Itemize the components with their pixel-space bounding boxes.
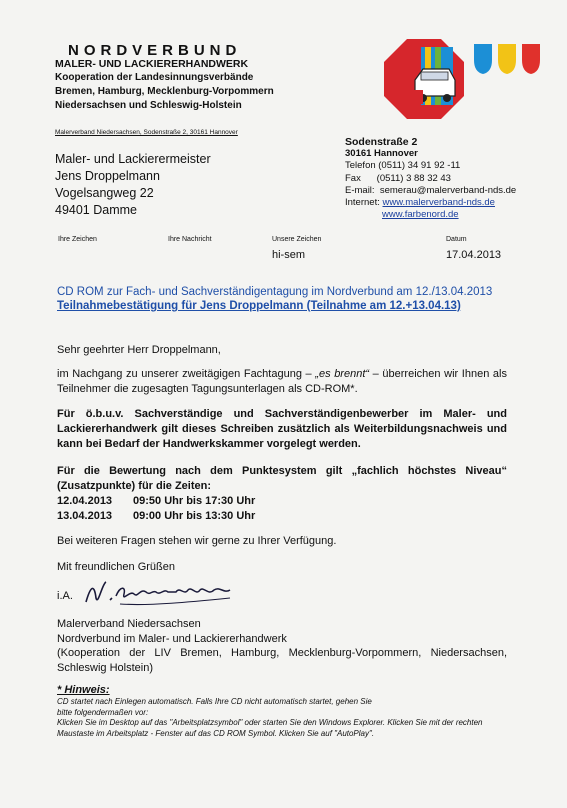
date-row bbox=[57, 509, 255, 524]
salutation: Sehr geehrter Herr Droppelmann, bbox=[57, 344, 221, 356]
contact-street: Sodenstraße 2 bbox=[345, 136, 418, 148]
org-name: NORDVERBUND bbox=[68, 42, 242, 59]
hinweis-line: Klicken Sie im Desktop auf das "Arbeitsplatzsymbol" oder starten Sie den Windows Explorer. Klicken Sie mit der rechten Maustaste im Arbeitsplatz - Fenster auf das CD ROM Symbol. Klicken Sie auf "AutoPlay". bbox=[57, 718, 483, 738]
unsere-zeichen-value: hi-sem bbox=[272, 249, 306, 261]
recipient-line: Jens Droppelmann bbox=[55, 169, 160, 183]
recipient-line: 49401 Damme bbox=[55, 203, 137, 217]
paragraph-3: Für die Bewertung nach dem Punktesystem gilt „fachlich höchstes Niveau“ (Zusatzpunkte) für die Zeiten: bbox=[57, 465, 507, 492]
date-row bbox=[57, 494, 255, 509]
org-subtitle: MALER- UND LACKIERERHANDWERK bbox=[55, 58, 249, 70]
unsere-zeichen-label: Unsere Zeichen bbox=[272, 236, 322, 243]
p1-a: im Nachgang zu unserer zweitägigen Fachtagung – bbox=[57, 368, 316, 380]
date: 12.04.2013 bbox=[57, 495, 113, 507]
recipient-line: Maler- und Lackierermeister bbox=[55, 152, 211, 166]
web-link-1[interactable]: www.malerverband-nds.de bbox=[382, 197, 495, 209]
dates-list bbox=[57, 494, 255, 524]
contact-city: 30161 Hannover bbox=[345, 148, 418, 160]
date: 13.04.2013 bbox=[57, 510, 113, 522]
return-address: Malerverband Niedersachsen, Sodenstraße 2, 30161 Hannover bbox=[55, 129, 238, 136]
org-line-2: Bremen, Hamburg, Mecklenburg-Vorpommern bbox=[55, 86, 274, 97]
internet-label: Internet: bbox=[345, 197, 380, 209]
hinweis-line: bitte folgendermaßen vor: bbox=[57, 707, 149, 717]
paragraph-1 bbox=[57, 367, 507, 397]
org-line-1: Kooperation der Landesinnungsverbände bbox=[55, 72, 254, 83]
signature bbox=[80, 576, 240, 610]
subject-line-1: CD ROM zur Fach- und Sachverständigentagung im Nordverbund am 12./13.04.2013 bbox=[57, 286, 493, 298]
sender-block bbox=[57, 617, 507, 675]
time: 09:50 Uhr bis 17:30 Uhr bbox=[133, 495, 256, 507]
datum-value: 17.04.2013 bbox=[446, 249, 502, 261]
contact-email: E-mail: semerau@malerverband-nds.de bbox=[345, 184, 517, 196]
hinweis-title: * Hinweis: bbox=[57, 684, 110, 696]
contact-block bbox=[345, 136, 516, 221]
org-line-3: Niedersachsen und Schleswig-Holstein bbox=[55, 100, 242, 111]
nordverbund-logo bbox=[383, 38, 465, 120]
sender-line: (Kooperation der LIV Bremen, Hamburg, Mecklenburg-Vorpommern, Niedersachsen, Schleswig Holstein) bbox=[57, 647, 507, 674]
shields-icon bbox=[472, 42, 544, 76]
hinweis-text bbox=[57, 697, 517, 739]
paragraph-4: Bei weiteren Fragen stehen wir gerne zu Ihrer Verfügung. bbox=[57, 535, 337, 547]
sender-line: Nordverbund im Maler- und Lackiererhandwerk bbox=[57, 632, 287, 645]
ihre-zeichen-label: Ihre Zeichen bbox=[58, 236, 97, 243]
subject-line-2: Teilnahmebestätigung für Jens Droppelmann (Teilnahme am 12.+13.04.13) bbox=[57, 300, 461, 312]
time: 09:00 Uhr bis 13:30 Uhr bbox=[133, 510, 256, 522]
recipient-line: Vogelsangweg 22 bbox=[55, 186, 154, 200]
web-link-2[interactable]: www.farbenord.de bbox=[382, 209, 459, 221]
datum-label: Datum bbox=[446, 236, 467, 243]
signature-prefix: i.A. bbox=[57, 590, 73, 602]
ihre-nachricht-label: Ihre Nachricht bbox=[168, 236, 212, 243]
closing: Mit freundlichen Grüßen bbox=[57, 561, 175, 573]
hinweis-line: CD startet nach Einlegen automatisch. Falls Ihre CD nicht automatisch startet, gehen Sie bbox=[57, 697, 372, 706]
contact-fax: Fax (0511) 3 88 32 43 bbox=[345, 172, 451, 184]
contact-phone: Telefon (0511) 34 91 92 -11 bbox=[345, 160, 461, 172]
p1-b: – überreichen wir Ihnen als Teilnehmer die zugesagten Tagungsunterlagen als CD-ROM*. bbox=[57, 368, 507, 395]
sender-line: Malerverband Niedersachsen bbox=[57, 618, 201, 630]
recipient-address bbox=[55, 151, 211, 219]
paragraph-2: Für ö.b.u.v. Sachverständige und Sachverständigenbewerber im Maler- und Lackiererhandwerk gilt dieses Schreiben zusätzlich als Weiterbildungsnachweis und kann bei Bedarf der Handwerkskammer vorgelegt werden. bbox=[57, 408, 507, 450]
p1-emphasis: „es brennt“ bbox=[315, 368, 370, 380]
